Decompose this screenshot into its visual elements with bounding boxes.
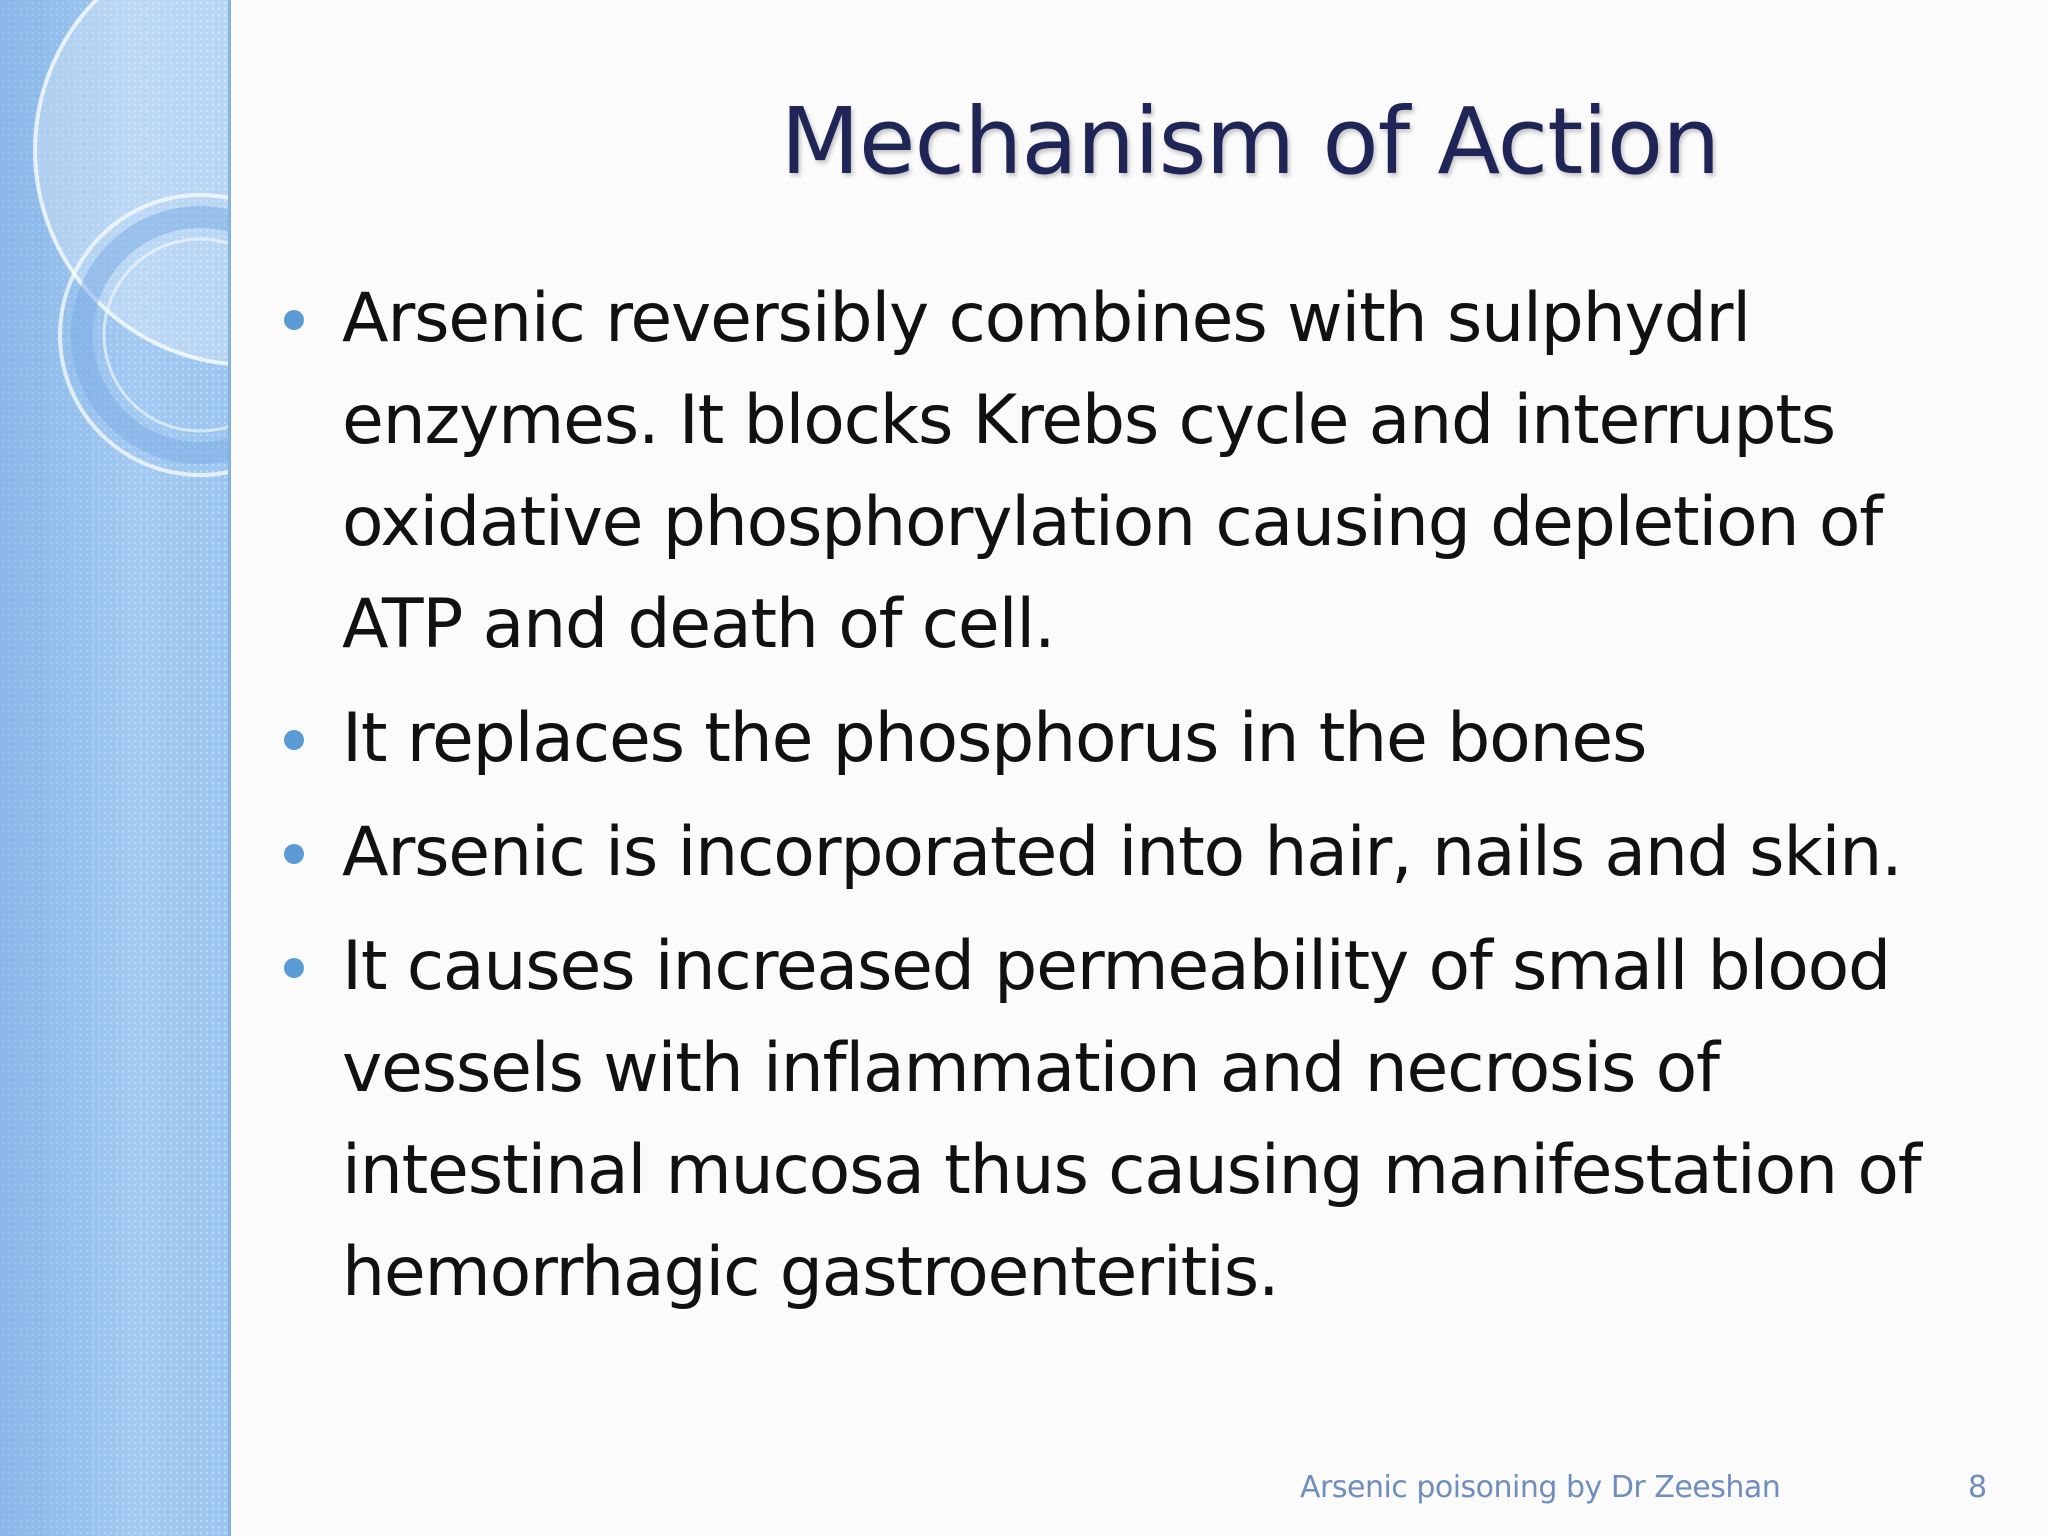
bullet-list — [278, 268, 1998, 1336]
bullet-text: Arsenic is incorporated into hair, nails and skin. — [342, 813, 1902, 892]
slide-footer: Arsenic poisoning by Dr Zeeshan — [1300, 1470, 1781, 1505]
slide-title: Mechanism of Action — [780, 88, 1720, 195]
decorative-side-band — [0, 0, 231, 1536]
bullet-icon — [284, 958, 304, 978]
bullet-item — [278, 916, 1998, 1324]
bullet-item — [278, 688, 1998, 790]
bullet-text: It causes increased permeability of small blood vessels with inflammation and necrosis of intestinal mucosa thus causing manifestation of hemorrhagic gastroenteritis. — [342, 927, 1921, 1312]
bullet-icon — [284, 730, 304, 750]
bullet-item — [278, 802, 1998, 904]
bullet-icon — [284, 844, 304, 864]
bullet-text: Arsenic reversibly combines with sulphydrl enzymes. It blocks Krebs cycle and interrupts oxidative phosphorylation causing depletion of ATP and death of cell. — [342, 279, 1882, 664]
bullet-text: It replaces the phosphorus in the bones — [342, 699, 1647, 778]
bullet-item — [278, 268, 1998, 676]
bullet-icon — [284, 310, 304, 330]
decorative-circles — [0, 0, 228, 520]
page-number: 8 — [1968, 1470, 1988, 1505]
